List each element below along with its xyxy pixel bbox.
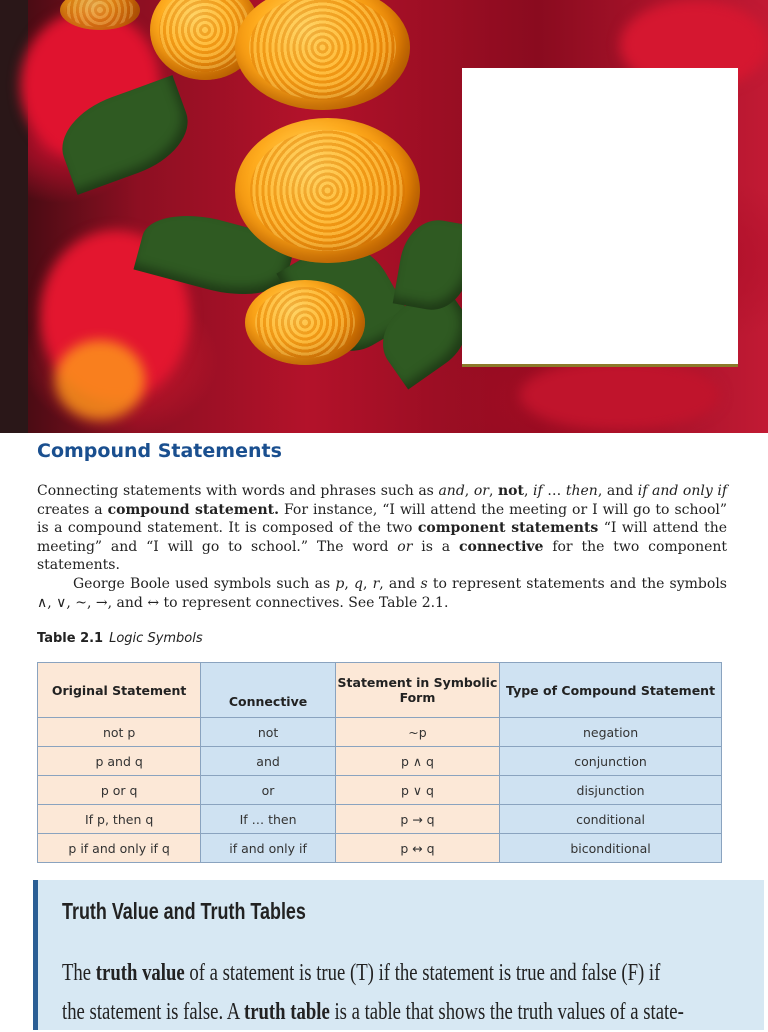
cell-original: If p, then q (38, 805, 201, 834)
blank-white-panel (462, 68, 738, 367)
paragraph-compound-definition (37, 482, 727, 575)
table-caption-label: Table 2.1 (37, 631, 104, 646)
header-original-statement: Original Statement (38, 663, 201, 718)
text-run: compound statement. (107, 501, 279, 518)
cell-symbolic: p ∨ q (335, 776, 499, 805)
section-title: Compound Statements (37, 440, 282, 462)
text-run: not (498, 483, 524, 499)
table-row (38, 834, 722, 863)
cell-connective: If … then (201, 805, 336, 834)
logic-symbols-table (37, 662, 722, 863)
text-run: … (542, 483, 566, 499)
blurred-orange-flower (55, 340, 145, 420)
text-run: if (533, 483, 543, 499)
text-run: component statements (417, 520, 599, 537)
cell-connective: and (201, 747, 336, 776)
text-run: Connecting statements with words and phrases such as (37, 483, 439, 499)
cell-type: conjunction (500, 747, 722, 776)
cell-type: disjunction (500, 776, 722, 805)
text-run: truth value (95, 960, 185, 986)
text-run: then (565, 483, 598, 499)
truth-value-callout (33, 880, 764, 1030)
table-row (38, 805, 722, 834)
text-run: , and (597, 483, 638, 499)
cell-original: p and q (38, 747, 201, 776)
cell-type: biconditional (500, 834, 722, 863)
text-run: is a table that shows the truth values of a state- (329, 999, 684, 1025)
text-run: The (62, 960, 96, 986)
cell-original: not p (38, 718, 201, 747)
cell-connective: if and only if (201, 834, 336, 863)
text-run: “I will attend the meeting” and “I will go to school.” The word (37, 520, 727, 555)
text-run: , (523, 483, 534, 499)
text-run: if and only if (637, 483, 728, 499)
text-run: George Boole used symbols such as (73, 575, 336, 592)
cell-symbolic: p → q (335, 805, 499, 834)
text-run: s (420, 575, 428, 592)
text-run: r (372, 575, 380, 592)
table-row (38, 776, 722, 805)
cell-type: conditional (500, 805, 722, 834)
text-run: , (362, 575, 373, 592)
cell-symbolic: p ↔ q (335, 834, 499, 863)
text-run: of a statement is true (T) if the statement is true and false (F) if (184, 960, 661, 986)
cell-symbolic: p ∧ q (335, 747, 499, 776)
header-photo (0, 0, 768, 433)
cell-original: p or q (38, 776, 201, 805)
header-symbolic-form: Statement in Symbolic Form (335, 663, 499, 718)
table-caption (37, 631, 203, 646)
text-run: or (397, 538, 413, 555)
cell-symbolic: ~p (335, 718, 499, 747)
text-run: truth table (243, 999, 330, 1025)
text-run: For instance, “I will attend the meeting or I will go to school” is a compound statement. It is composed of the two (37, 501, 728, 537)
text-run: for the two component statements. (37, 538, 728, 574)
paragraph-boole (37, 575, 727, 612)
table-row (38, 718, 722, 747)
text-run: p (335, 575, 345, 592)
callout-title: Truth Value and Truth Tables (62, 898, 306, 924)
callout-body (62, 954, 756, 1032)
cell-type: negation (500, 718, 722, 747)
text-run: to represent statements and the symbols ∧, ∨, ~, →, and ↔ to represent connectives. See Table 2.1. (37, 575, 727, 611)
marigold-flower (245, 280, 365, 365)
text-run: , (344, 575, 354, 592)
text-run: creates a (37, 501, 108, 518)
text-run: the statement is false. A (62, 999, 244, 1025)
callout-line (62, 993, 756, 1032)
marigold-flower (235, 118, 420, 263)
marigold-flower (235, 0, 410, 110)
text-run: q (353, 575, 363, 592)
header-connective: Connective (201, 663, 336, 718)
table-row (38, 747, 722, 776)
callout-line (62, 954, 756, 993)
cell-original: p if and only if q (38, 834, 201, 863)
table-header-row (38, 663, 722, 718)
text-run: or (473, 483, 489, 499)
table-caption-title: Logic Symbols (109, 631, 203, 646)
blurred-red-flower (520, 360, 720, 430)
header-compound-type: Type of Compound Statement (500, 663, 722, 718)
cell-connective: not (201, 718, 336, 747)
text-run: is a (412, 538, 459, 555)
text-run: , (488, 483, 498, 499)
text-run: , and (379, 575, 421, 592)
text-run: connective (458, 538, 544, 555)
cell-connective: or (201, 776, 336, 805)
intro-paragraphs (37, 482, 727, 612)
text-run: and (438, 483, 465, 499)
text-run: , (464, 483, 474, 499)
